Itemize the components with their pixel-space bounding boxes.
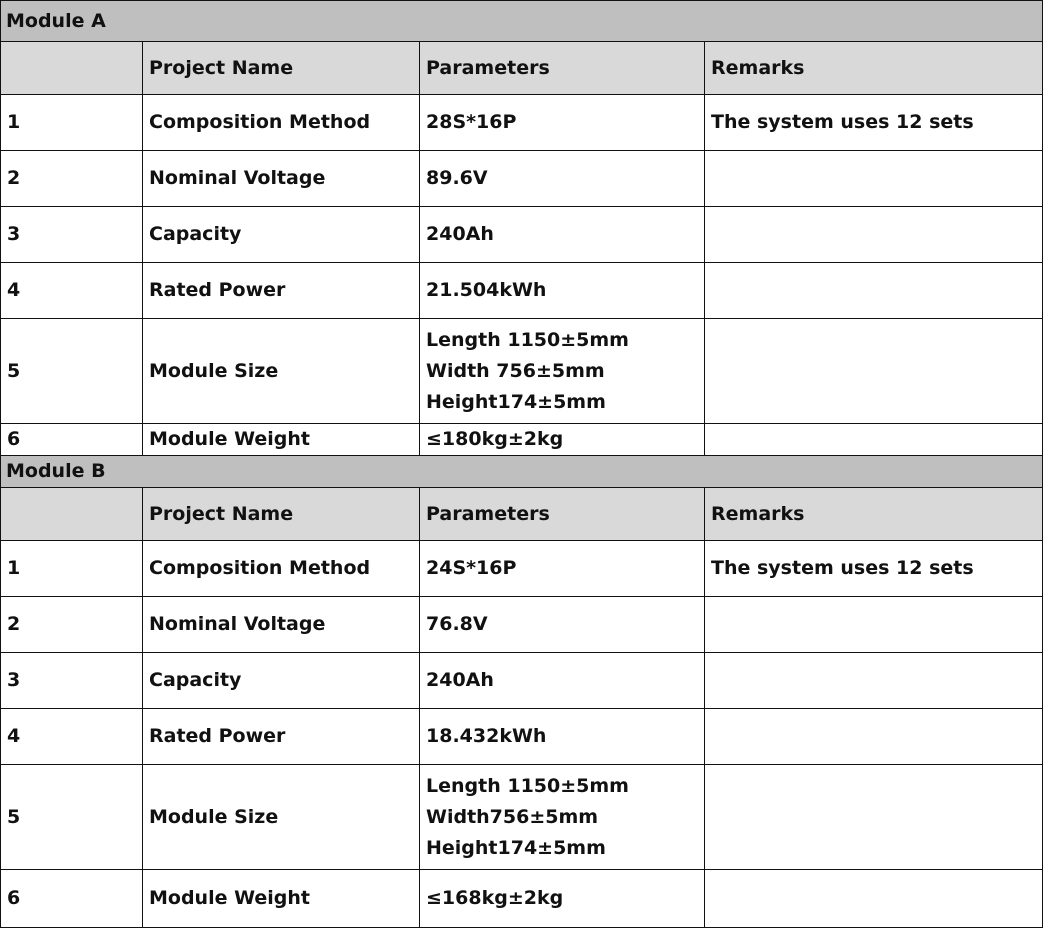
remarks-cell bbox=[705, 653, 1043, 709]
row-number: 6 bbox=[1, 424, 143, 456]
row-number: 1 bbox=[1, 95, 143, 151]
parameters-cell: 21.504kWh bbox=[420, 263, 705, 319]
parameters-cell bbox=[420, 765, 705, 870]
table-row bbox=[1, 424, 1043, 456]
row-number: 2 bbox=[1, 597, 143, 653]
parameters-cell: 240Ah bbox=[420, 653, 705, 709]
parameters-cell: ≤168kg±2kg bbox=[420, 870, 705, 928]
header-remarks: Remarks bbox=[705, 42, 1043, 95]
remarks-cell bbox=[705, 151, 1043, 207]
remarks-cell bbox=[705, 263, 1043, 319]
remarks-cell bbox=[705, 597, 1043, 653]
project-name-cell: Module Size bbox=[143, 765, 420, 870]
column-header-row bbox=[1, 42, 1043, 95]
project-name-cell: Rated Power bbox=[143, 263, 420, 319]
row-number: 6 bbox=[1, 870, 143, 928]
header-remarks: Remarks bbox=[705, 488, 1043, 541]
table-row bbox=[1, 95, 1043, 151]
parameters-cell: ≤180kg±2kg bbox=[420, 424, 705, 456]
project-name-cell: Composition Method bbox=[143, 541, 420, 597]
remarks-cell bbox=[705, 765, 1043, 870]
table-row bbox=[1, 263, 1043, 319]
header-project-name: Project Name bbox=[143, 488, 420, 541]
project-name-cell: Capacity bbox=[143, 207, 420, 263]
header-number bbox=[1, 42, 143, 95]
remarks-cell bbox=[705, 319, 1043, 424]
row-number: 1 bbox=[1, 541, 143, 597]
parameters-cell: 89.6V bbox=[420, 151, 705, 207]
parameters-cell: 76.8V bbox=[420, 597, 705, 653]
parameters-cell: 28S*16P bbox=[420, 95, 705, 151]
project-name-cell: Composition Method bbox=[143, 95, 420, 151]
remarks-cell: The system uses 12 sets bbox=[705, 95, 1043, 151]
size-height: Height174±5mm bbox=[426, 836, 606, 859]
project-name-cell: Module Weight bbox=[143, 870, 420, 928]
row-number: 3 bbox=[1, 653, 143, 709]
parameters-cell: 18.432kWh bbox=[420, 709, 705, 765]
module-title-row bbox=[1, 456, 1043, 488]
module-title-row bbox=[1, 1, 1043, 42]
size-length: Length 1150±5mm bbox=[426, 774, 629, 797]
size-length: Length 1150±5mm bbox=[426, 328, 629, 351]
header-number bbox=[1, 488, 143, 541]
table-row bbox=[1, 319, 1043, 424]
table-row bbox=[1, 541, 1043, 597]
module-title: Module B bbox=[1, 456, 1043, 488]
header-parameters: Parameters bbox=[420, 488, 705, 541]
row-number: 5 bbox=[1, 319, 143, 424]
project-name-cell: Nominal Voltage bbox=[143, 597, 420, 653]
table-row bbox=[1, 765, 1043, 870]
remarks-cell: The system uses 12 sets bbox=[705, 541, 1043, 597]
remarks-cell bbox=[705, 207, 1043, 263]
table-row bbox=[1, 653, 1043, 709]
project-name-cell: Module Size bbox=[143, 319, 420, 424]
table-row bbox=[1, 597, 1043, 653]
table-row bbox=[1, 151, 1043, 207]
parameters-cell: 240Ah bbox=[420, 207, 705, 263]
row-number: 5 bbox=[1, 765, 143, 870]
module-title: Module A bbox=[1, 1, 1043, 42]
table-row bbox=[1, 207, 1043, 263]
project-name-cell: Module Weight bbox=[143, 424, 420, 456]
column-header-row bbox=[1, 488, 1043, 541]
size-width: Width756±5mm bbox=[426, 805, 599, 828]
remarks-cell bbox=[705, 424, 1043, 456]
header-parameters: Parameters bbox=[420, 42, 705, 95]
row-number: 3 bbox=[1, 207, 143, 263]
project-name-cell: Nominal Voltage bbox=[143, 151, 420, 207]
row-number: 4 bbox=[1, 709, 143, 765]
remarks-cell bbox=[705, 709, 1043, 765]
row-number: 2 bbox=[1, 151, 143, 207]
table-row bbox=[1, 709, 1043, 765]
size-height: Height174±5mm bbox=[426, 390, 606, 413]
project-name-cell: Rated Power bbox=[143, 709, 420, 765]
parameters-cell: 24S*16P bbox=[420, 541, 705, 597]
project-name-cell: Capacity bbox=[143, 653, 420, 709]
header-project-name: Project Name bbox=[143, 42, 420, 95]
parameters-cell bbox=[420, 319, 705, 424]
size-width: Width 756±5mm bbox=[426, 359, 605, 382]
row-number: 4 bbox=[1, 263, 143, 319]
